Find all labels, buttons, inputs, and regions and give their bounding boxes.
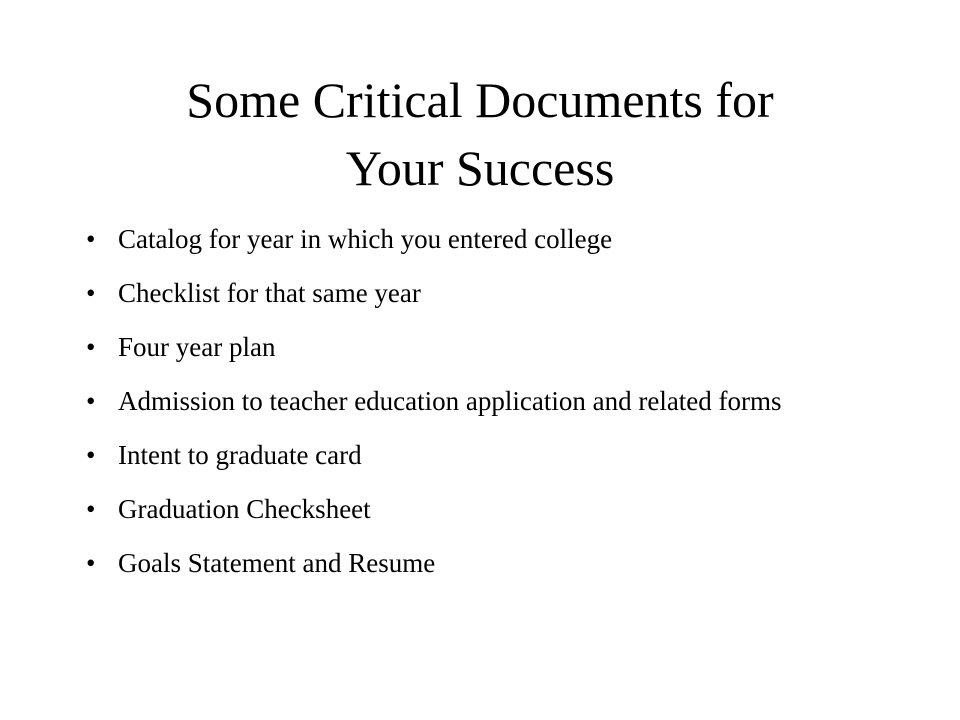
bullet-text: Checklist for that same year [118, 278, 421, 308]
bullet-text: Catalog for year in which you entered college [118, 224, 613, 254]
bullet-text: Graduation Checksheet [118, 494, 371, 524]
bullet-item-admission [86, 384, 946, 419]
bullet-item-checklist [86, 276, 946, 311]
bullet-icon: • [86, 224, 96, 254]
bullet-list [86, 222, 946, 600]
bullet-text: Four year plan [118, 332, 276, 362]
bullet-item-four-year-plan [86, 330, 946, 365]
bullet-icon: • [86, 386, 96, 416]
bullet-icon: • [86, 494, 96, 524]
bullet-item-catalog [86, 222, 946, 257]
bullet-item-graduation-checksheet [86, 492, 946, 527]
bullet-text: Goals Statement and Resume [118, 548, 436, 578]
slide-title [100, 66, 860, 202]
bullet-icon: • [86, 440, 96, 470]
bullet-text: Intent to graduate card [118, 440, 362, 470]
bullet-item-goals-statement [86, 546, 946, 581]
bullet-icon: • [86, 332, 96, 362]
bullet-item-intent-to-graduate [86, 438, 946, 473]
slide-title-line-1: Some Critical Documents for [186, 72, 774, 128]
bullet-icon: • [86, 278, 96, 308]
bullet-text: Admission to teacher education application and related forms [118, 386, 782, 416]
slide-title-line-2: Your Success [345, 140, 615, 196]
bullet-icon: • [86, 548, 96, 578]
